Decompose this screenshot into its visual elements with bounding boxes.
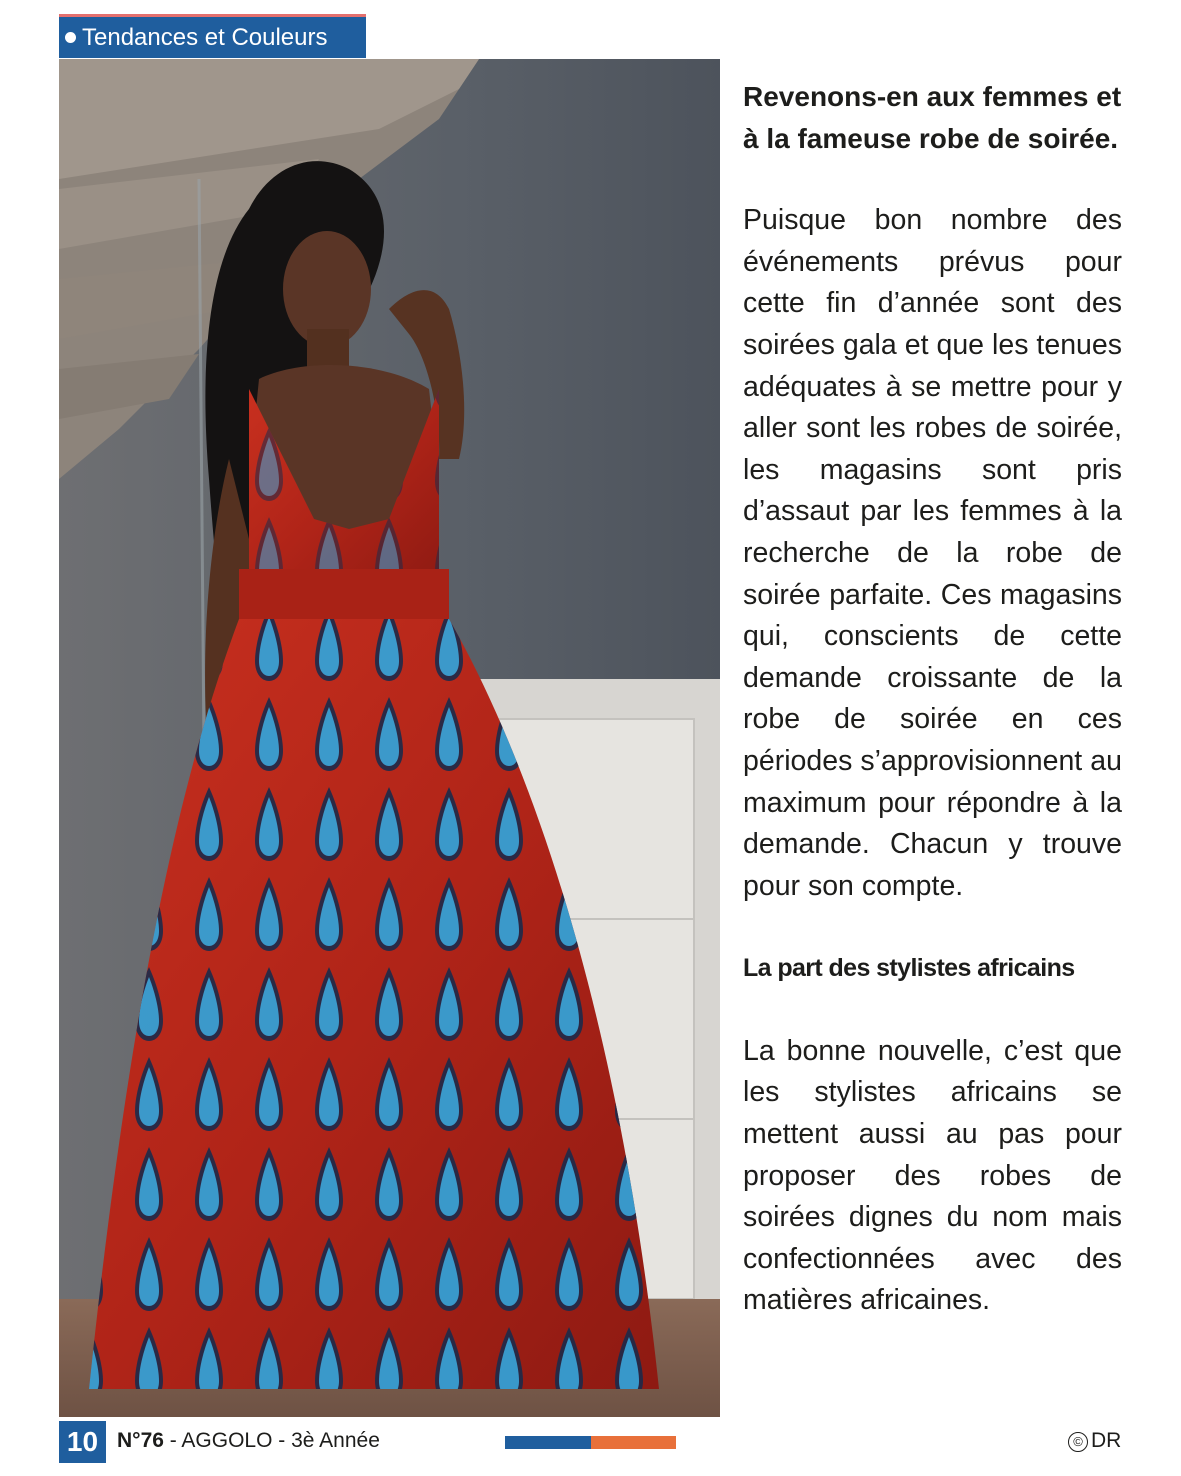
fashion-photo <box>59 59 720 1417</box>
article-column <box>743 76 1122 1322</box>
photo-illustration <box>59 59 720 1417</box>
article-paragraph-2: La bonne nouvelle, c’est que les stylistes africains se mettent aussi au pas pour proposer des robes de soirées dignes du nom mais confectionnées avec des matières africaines. <box>743 1034 1122 1317</box>
page-number: 10 <box>59 1421 106 1463</box>
photo-credit <box>1068 1429 1121 1453</box>
section-tag <box>59 14 366 58</box>
article-paragraph-1: Puisque bon nombre des événements prévus pour cette fin d’année sont des soirées gala et que les tenues adéquates à se mettre pour y aller sont les robes de soirée, les magasins sont pris d’assaut par les femmes à la recherche de la robe de soirée parfaite. Ces magasins qui, conscients de cette demande croissante de la robe de soirée en ces périodes s’approvisionnent au maximum pour répondre à la demande. Chacun y trouve pour son compte. <box>743 204 1122 902</box>
article-heading: Revenons-en aux femmes et à la fameuse robe de soirée. <box>743 81 1122 154</box>
section-tag-label: Tendances et Couleurs <box>82 23 328 51</box>
bullet-icon <box>65 32 76 43</box>
issue-details: - AGGOLO - 3è Année <box>163 1429 380 1452</box>
article-subheading: La part des stylistes africains <box>743 954 1075 983</box>
issue-number: N°76 <box>117 1429 164 1452</box>
copyright-icon: © <box>1068 1432 1088 1452</box>
credit-text: DR <box>1091 1429 1122 1452</box>
issue-info <box>117 1429 380 1453</box>
footer-bar-blue <box>505 1436 591 1449</box>
footer-bar-orange <box>591 1436 676 1449</box>
